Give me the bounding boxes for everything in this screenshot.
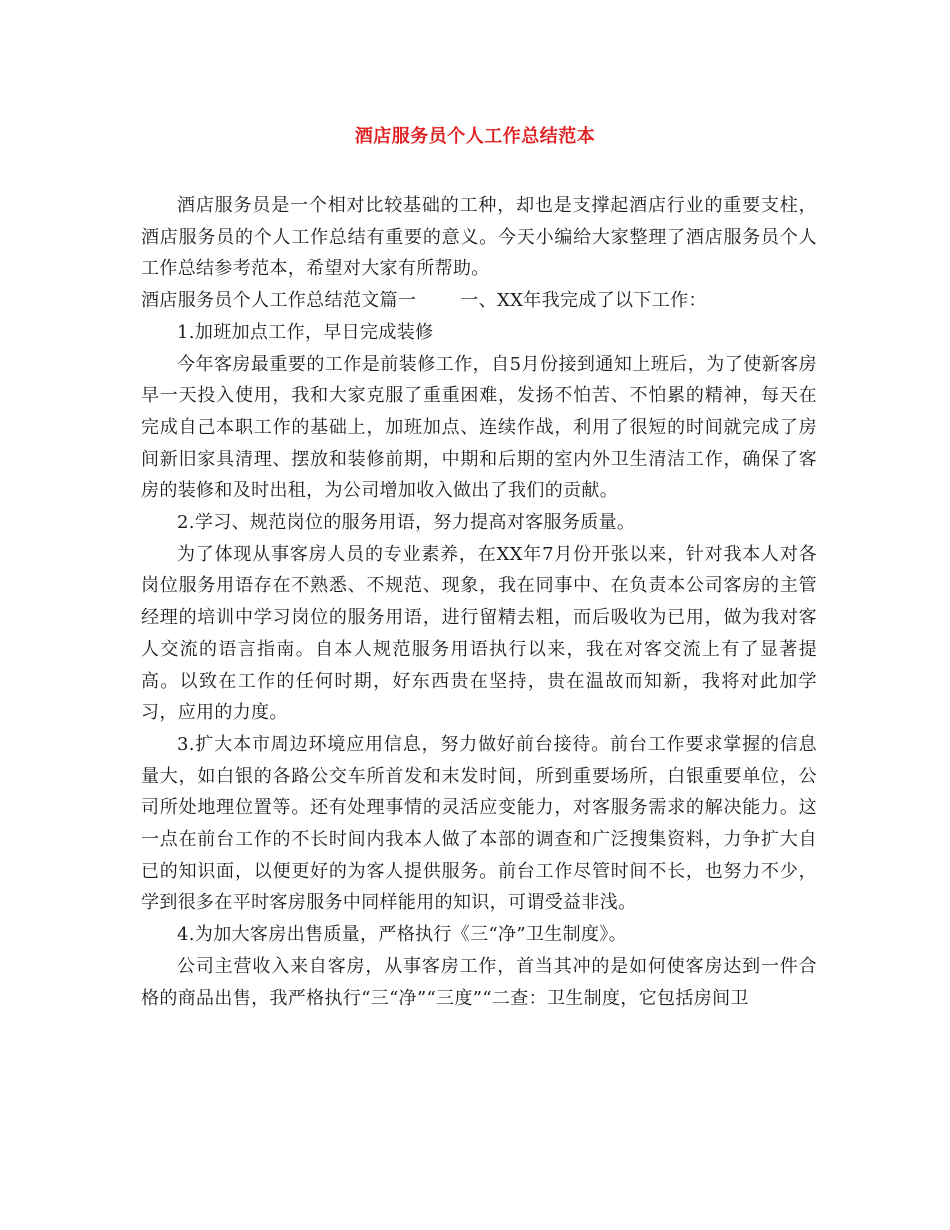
item-2-body: 为了体现从事客房人员的专业素养，在XX年7月份开张以来，针对我本人对各岗位服务用语存在不熟悉、不规范、现象，我在同事中、在负责本公司客房的主管经理的培训中学习岗位的服务用语，进行留精去粗，而后吸收为已用，做为我对客人交流的语言指南。自本人规范服务用语执行以来，我在对客交流上有了显著提高。以致在工作的任何时期，好东西贵在坚持，贵在温故而知新，我将对此加学习，应用的力度。 — [141, 543, 817, 724]
document-title: 酒店服务员个人工作总结范本 — [354, 126, 596, 147]
item-3-paragraph: 3.扩大本市周边环境应用信息，努力做好前台接待。前台工作要求掌握的信息量大，如白银的各路公交车所首发和末发时间，所到重要场所，白银重要单位，公司所处地理位置等。还有处理事情的灵活应变能力，对客服务需求的解决能力。这一点在前台工作的不长时间内我本人做了本部的调查和广泛搜集资料，力争扩大自已的知识面，以便更好的为客人提供服务。前台工作尽管时间不长，也努力不少，学到很多在平时客房服务中同样能用的知识，可谓受益非浅。 — [141, 733, 817, 914]
item-4-body: 公司主营收入来自客房，从事客房工作，首当其冲的是如何使客房达到一件合格的商品出售，我严格执行“三“净”“三度”“二查：卫生制度，它包括房间卫 — [141, 955, 817, 1009]
intro-paragraph: 酒店服务员是一个相对比较基础的工种，却也是支撑起酒店行业的重要支柱，酒店服务员的个人工作总结有重要的意义。今天小编给大家整理了酒店服务员个人工作总结参考范本，希望对大家有所帮助。 — [141, 195, 817, 280]
section-title: 酒店服务员个人工作总结范文篇一 — [141, 290, 417, 312]
section-heading-line — [141, 285, 817, 317]
item-4-heading: 4.为加大客房出售质量，严格执行《三“净”卫生制度》。 — [177, 924, 628, 946]
item-1-body: 今年客房最重要的工作是前装修工作，自5月份接到通知上班后，为了使新客房早一天投入使用，我和大家克服了重重困难，发扬不怕苦、不怕累的精神，每天在完成自己本职工作的基础上，加班加点、连续作战，利用了很短的时间就完成了房间新旧家具清理、摆放和装修前期，中期和后期的室内外卫生清洁工作，确保了客房的装修和及时出租，为公司增加收入做出了我们的贡献。 — [141, 353, 817, 502]
item-2-heading: 2.学习、规范岗位的服务用语，努力提高对客服务质量。 — [177, 512, 636, 534]
section-subtitle: 一、XX年我完成了以下工作： — [460, 290, 707, 312]
item-1-heading: 1.加班加点工作，早日完成装修 — [177, 321, 434, 343]
document-body — [141, 190, 817, 1014]
